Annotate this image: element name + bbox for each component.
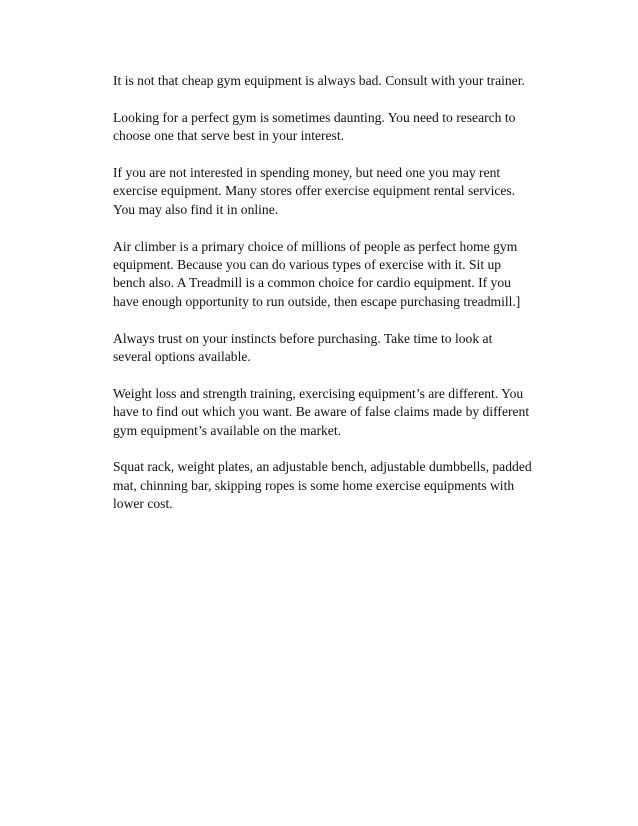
text-line: have to find out which you want. Be aware of false claims made by different [113,404,530,420]
paragraph-trainer [113,72,563,90]
paragraph-rental [113,164,563,219]
paragraph-instincts [113,330,563,367]
paragraph-equipment-list [113,458,563,513]
text-line: You may also find it in online. [113,201,279,217]
text-line: exercise equipment. Many stores offer exercise equipment rental services. [113,183,516,199]
text-line: mat, chinning bar, skipping ropes is some home exercise equipments with [113,477,515,493]
text-line: If you are not interested in spending money, but need one you may rent [113,165,501,180]
paragraph-weight-loss [113,385,563,440]
text-line: choose one that serve best in your interest. [113,128,345,144]
text-line: Squat rack, weight plates, an adjustable bench, adjustable dumbbells, padded [113,459,532,475]
document-body [113,72,563,532]
paragraph-air-climber [113,238,563,312]
text-line: Always trust on your instincts before purchasing. Take time to look at [113,330,493,346]
text-line: lower cost. [113,496,173,512]
text-line: gym equipment’s available on the market. [113,422,342,438]
text-line: equipment. Because you can do various types of exercise with it. Sit up [113,257,502,273]
text-line: Weight loss and strength training, exercising equipment’s are different. You [113,385,524,401]
paragraph-perfect-gym [113,109,563,146]
text-line: Air climber is a primary choice of millions of people as perfect home gym [113,238,518,254]
text-line: Looking for a perfect gym is sometimes daunting. You need to research to [113,109,516,125]
text-line: It is not that cheap gym equipment is always bad. Consult with your trainer. [113,73,525,88]
text-line: have enough opportunity to run outside, then escape purchasing treadmill.] [113,293,521,309]
text-line: several options available. [113,349,251,365]
text-line: bench also. A Treadmill is a common choice for cardio equipment. If you [113,275,511,291]
